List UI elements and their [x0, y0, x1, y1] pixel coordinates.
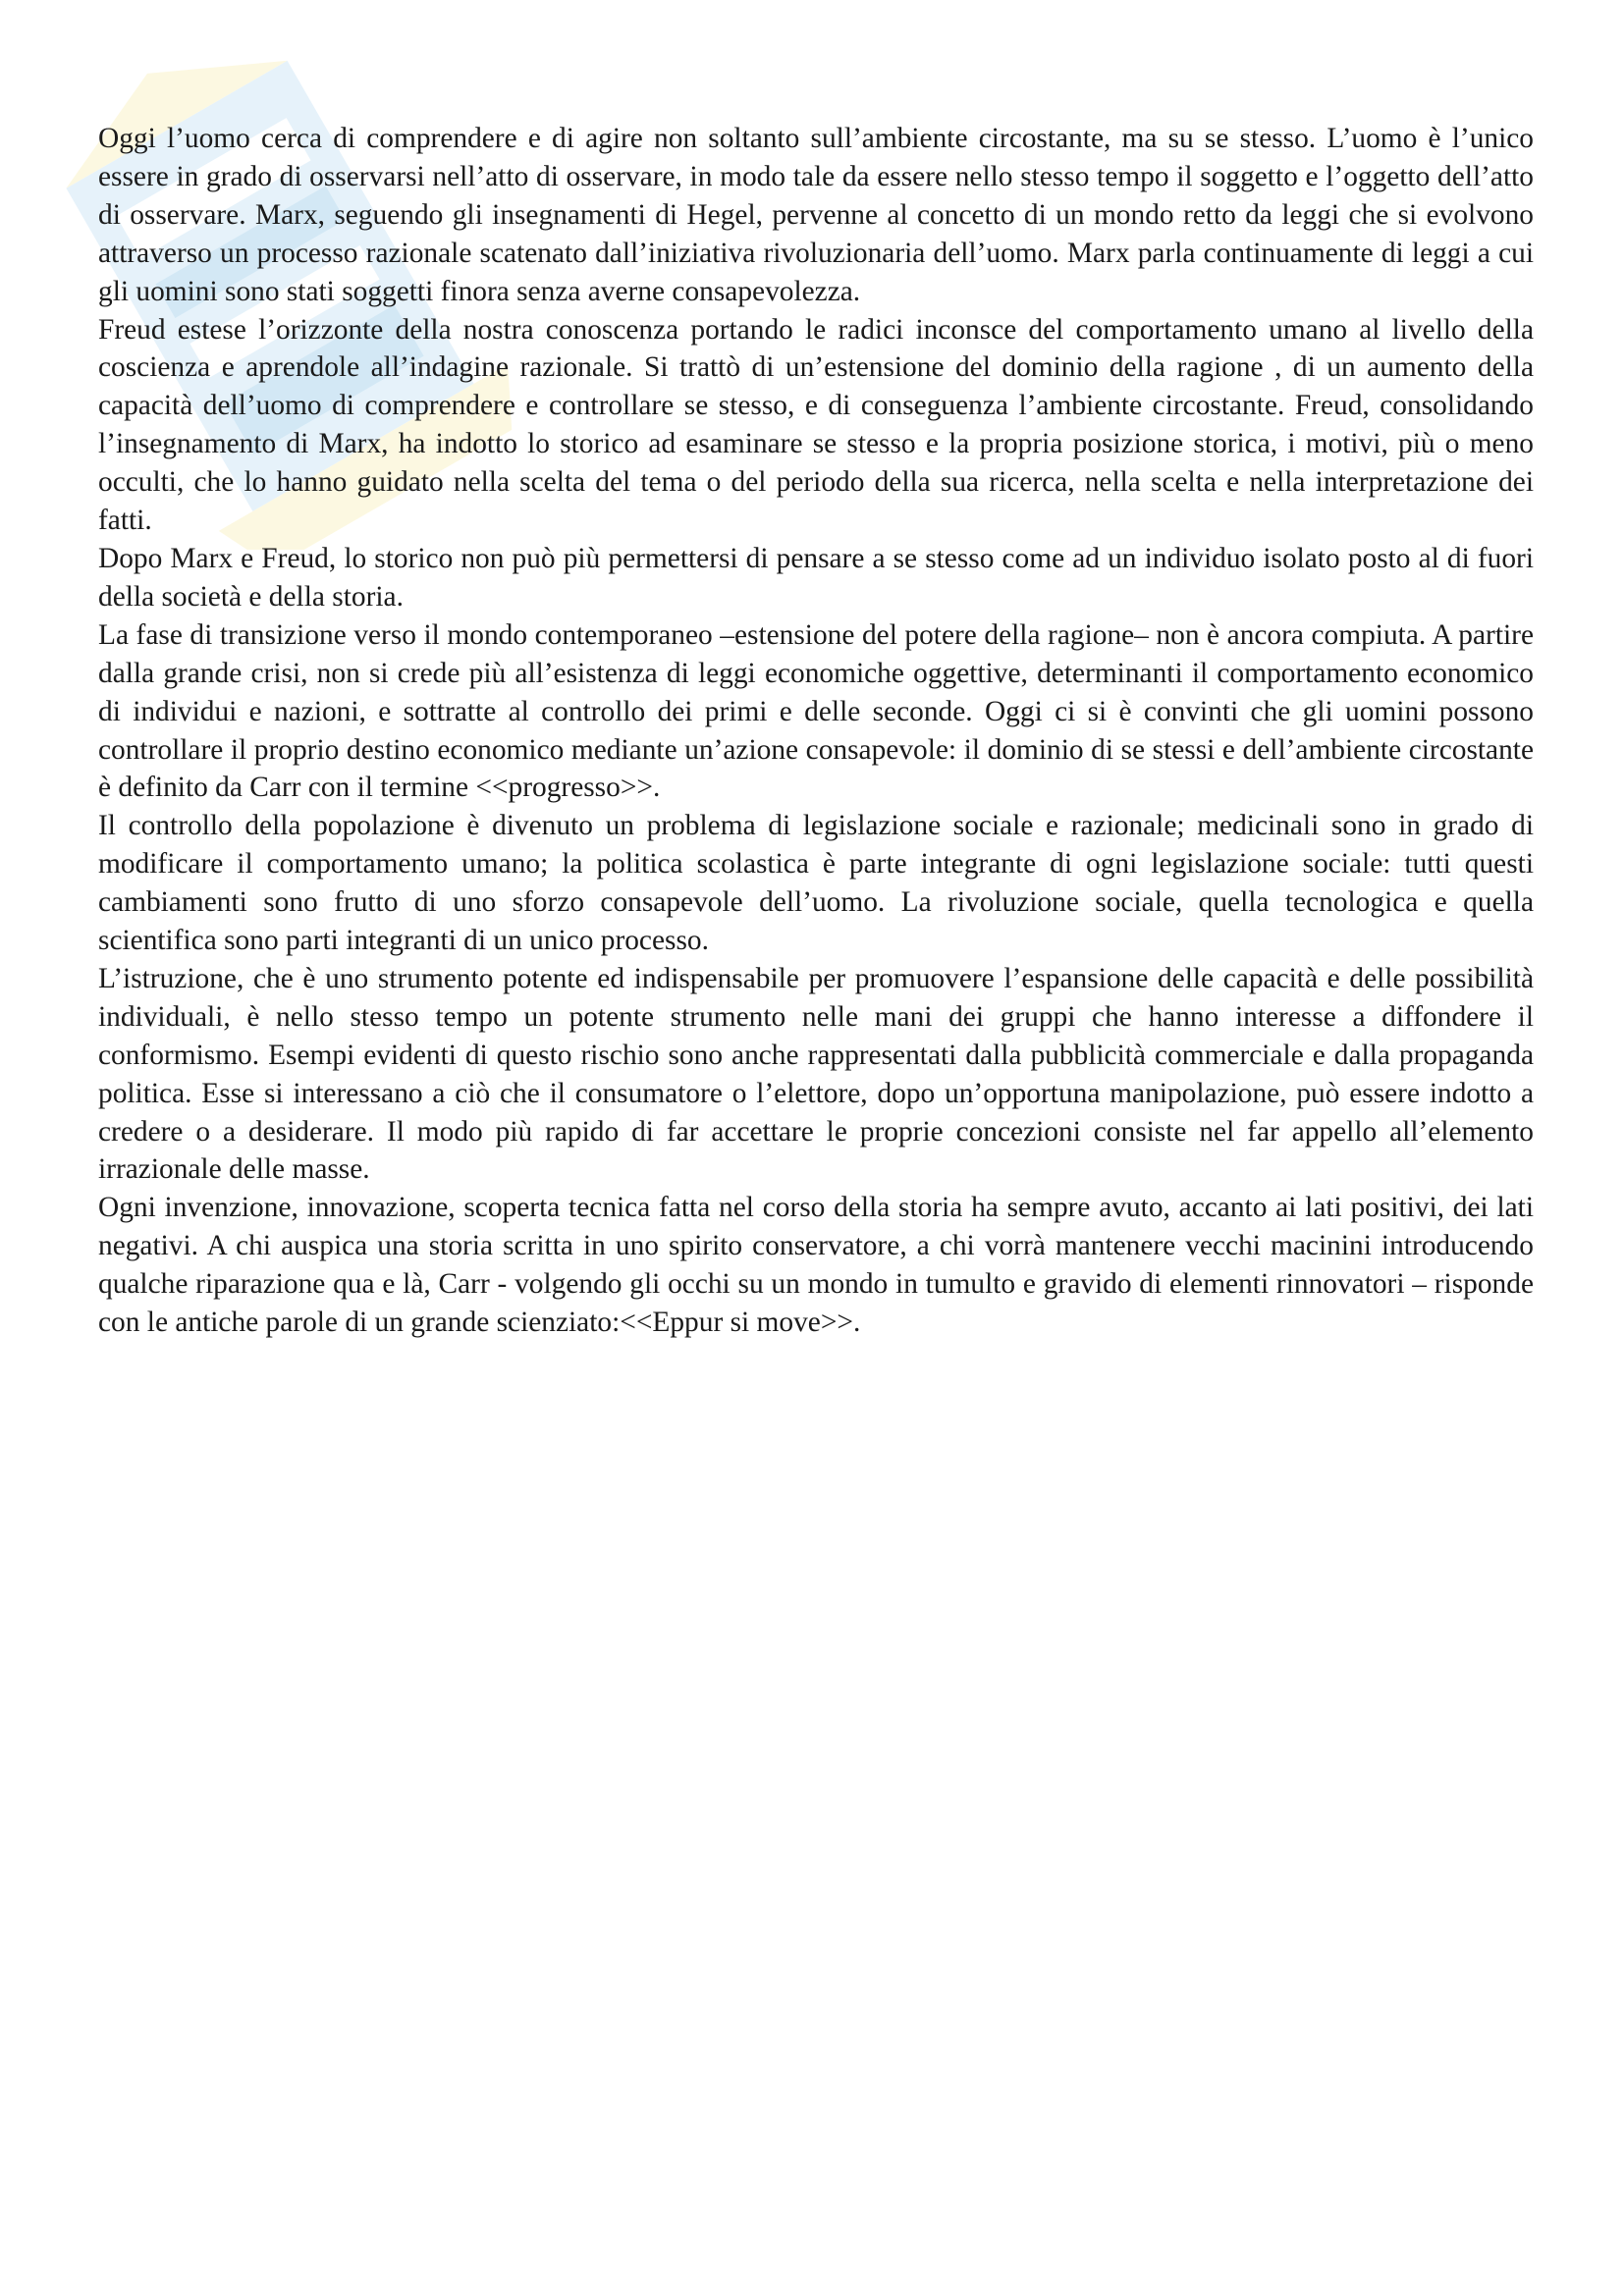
paragraph: Freud estese l’orizzonte della nostra conoscenza portando le radici inconsce del comportamento umano al livello della coscienza e aprendole all’indagine razionale. Si trattò di un’estensione del dominio della ragione , di un aumento della capacità dell’uomo di comprendere e controllare se stesso, e di conseguenza l’ambiente circostante. Freud, consolidando l’insegnamento di Marx, ha indotto lo storico ad esaminare se stesso e la propria posizione storica, i motivi, più o meno occulti, che lo hanno guidato nella scelta del tema o del periodo della sua ricerca, nella scelta e nella interpretazione dei fatti.	[98, 313, 1534, 537]
paragraph: L’istruzione, che è uno strumento potente ed indispensabile per promuovere l’espansione delle capacità e delle possibilità individuali, è nello stesso tempo un potente strumento nelle mani dei gruppi che hanno interesse a diffondere il conformismo. Esempi evidenti di questo rischio sono anche rappresentati dalla pubblicità commerciale e dalla propaganda politica. Esse si interessano a ciò che il consumatore o l’elettore, dopo un’opportuna manipolazione, può essere indotto a credere o a desiderare. Il modo più rapido di far accettare le proprie concezioni consiste nel far appello all’elemento irrazionale delle masse.	[98, 962, 1534, 1186]
paragraph: Oggi l’uomo cerca di comprendere e di agire non soltanto sull’ambiente circostante, ma su se stesso. L’uomo è l’unico essere in grado di osservarsi nell’atto di osservare, in modo tale da essere nello stesso tempo il soggetto e l’oggetto dell’atto di osservare. Marx, seguendo gli insegnamenti di Hegel, pervenne al concetto di un mondo retto da leggi che si evolvono attraverso un processo razionale scatenato dall’iniziativa rivoluzionaria dell’uomo. Marx parla continuamente di leggi a cui gli uomini sono stati soggetti finora senza averne consapevolezza.	[98, 123, 1534, 307]
paragraph: Ogni invenzione, innovazione, scoperta tecnica fatta nel corso della storia ha sempre avuto, accanto ai lati positivi, dei lati negativi. A chi auspica una storia scritta in uno spirito conservatore, a chi vorrà mantenere vecchi macinini introducendo qualche riparazione qua e là, Carr - volgendo gli occhi su un mondo in tumulto e gravido di elementi rinnovatori – risponde con le antiche parole di un grande scienziato:<<Eppur si move>>.	[98, 1192, 1534, 1339]
paragraph: La fase di transizione verso il mondo contemporaneo –estensione del potere della ragione– non è ancora compiuta. A partire dalla grande crisi, non si crede più all’esistenza di leggi economiche oggettive, determinanti il comportamento economico di individui e nazioni, e sottratte al controllo dei primi e delle seconde. Oggi ci si è convinti che gli uomini possono controllare il proprio destino economico mediante un’azione consapevole: il dominio di se stessi e dell’ambiente circostante è definito da Carr con il termine <<progresso>>.	[98, 618, 1534, 804]
paragraph: Dopo Marx e Freud, lo storico non può più permettersi di pensare a se stesso come ad un individuo isolato posto al di fuori della società e della storia.	[98, 542, 1534, 613]
document-body	[98, 120, 1534, 1342]
paragraph: Il controllo della popolazione è divenuto un problema di legislazione sociale e razionale; medicinali sono in grado di modificare il comportamento umano; la politica scolastica è parte integrante di ogni legislazione sociale: tutti questi cambiamenti sono frutto di uno sforzo consapevole dell’uomo. La rivoluzione sociale, quella tecnologica e quella scientifica sono parti integranti di un unico processo.	[98, 810, 1534, 957]
